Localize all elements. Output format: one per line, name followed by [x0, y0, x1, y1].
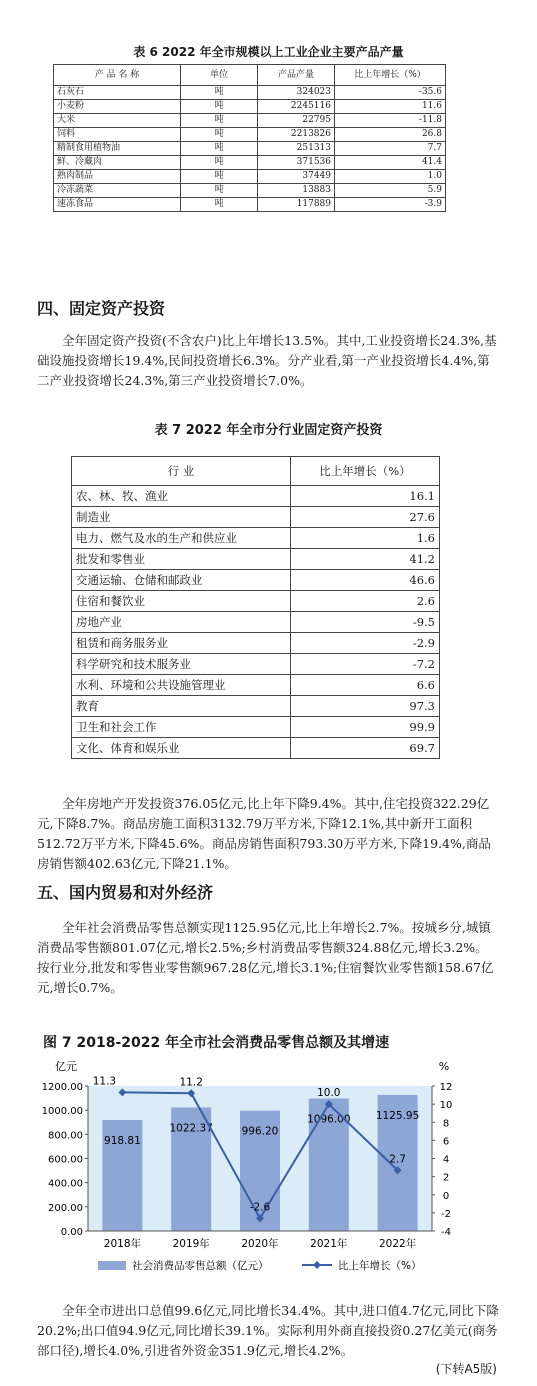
table-cell: 冷冻蔬菜 [54, 184, 181, 198]
table-row [54, 114, 446, 128]
table-header-row [72, 457, 440, 486]
continued-note: (下转A5版) [435, 1362, 497, 1376]
table-cell: -7.2 [291, 654, 440, 675]
table-cell: 37449 [258, 170, 335, 184]
table-cell: 6.6 [291, 675, 440, 696]
table-cell: 批发和零售业 [72, 549, 291, 570]
table-cell: 科学研究和技术服务业 [72, 654, 291, 675]
table-cell: 农、林、牧、渔业 [72, 486, 291, 507]
table-row [72, 654, 440, 675]
retail-paragraph: 全年社会消费品零售总额实现1125.95亿元,比上年增长2.7%。按城乡分,城镇消费品零售额801.07亿元,增长2.5%;乡村消费品零售额324.88亿元,增长3.2%。按行业分,批发和零售业零售额967.28亿元,增长3.1%;住宿餐饮业零售额158.67亿元,增长0.7%。 [37, 920, 494, 995]
table-cell: -35.6 [335, 86, 446, 100]
table-cell: 速冻食品 [54, 198, 181, 212]
column-header: 比上年增长（%） [291, 457, 440, 486]
legend-line-label: 比上年增长（%） [338, 1260, 422, 1272]
left-tick-label: 1200.00 [41, 1082, 83, 1093]
table-cell: 16.1 [291, 486, 440, 507]
table-cell: 文化、体育和娱乐业 [72, 738, 291, 759]
table-cell: 吨 [181, 128, 258, 142]
left-tick-label: 200.00 [48, 1202, 83, 1214]
table-cell: 大米 [54, 114, 181, 128]
table-row [72, 570, 440, 591]
table-row [54, 156, 446, 170]
figure7-chart [30, 1056, 470, 1281]
x-tick-label: 2018年 [103, 1238, 142, 1250]
table-cell: 11.6 [335, 100, 446, 114]
line-data-label: 2.7 [389, 1153, 406, 1166]
table-row [72, 528, 440, 549]
legend-line-marker [313, 1261, 321, 1269]
table-row [54, 86, 446, 100]
table-row [72, 549, 440, 570]
column-header: 行 业 [72, 457, 291, 486]
table-cell: 1.6 [291, 528, 440, 549]
table-row [72, 675, 440, 696]
x-tick-label: 2022年 [378, 1238, 417, 1250]
left-tick-label: 1000.00 [41, 1106, 83, 1118]
table-cell: 吨 [181, 156, 258, 170]
table-cell: 小麦粉 [54, 100, 181, 114]
section4-heading: 四、固定资产投资 [37, 299, 166, 318]
column-header: 单位 [181, 65, 258, 86]
table-cell: 13883 [258, 184, 335, 198]
table-row [54, 170, 446, 184]
table-cell: -2.9 [291, 633, 440, 654]
table6 [53, 64, 446, 212]
table-cell: 吨 [181, 86, 258, 100]
x-tick-label: 2021年 [310, 1238, 348, 1250]
table-row [54, 198, 446, 212]
table-cell: -11.8 [335, 114, 446, 128]
right-tick-label: -4 [441, 1227, 451, 1238]
table-cell: 27.6 [291, 507, 440, 528]
table-cell: 97.3 [291, 696, 440, 717]
table-cell: 99.9 [291, 717, 440, 738]
table-cell: 吨 [181, 114, 258, 128]
table-cell: 吨 [181, 198, 258, 212]
table-row [54, 128, 446, 142]
table-cell: 石灰石 [54, 86, 181, 100]
line-data-label: 11.3 [92, 1075, 117, 1088]
table-cell: 电力、燃气及水的生产和供应业 [72, 528, 291, 549]
table-cell: 1.0 [335, 170, 446, 184]
column-header: 比上年增长（%） [335, 65, 446, 86]
left-tick-label: 400.00 [48, 1178, 83, 1190]
table-cell: 制造业 [72, 507, 291, 528]
table-cell: -3.9 [335, 198, 446, 212]
bar-data-label: 918.81 [104, 1134, 141, 1147]
table-cell: 交通运输、仓储和邮政业 [72, 570, 291, 591]
section5-heading: 五、国内贸易和对外经济 [37, 883, 214, 902]
line-data-label: 11.2 [179, 1076, 203, 1089]
table-cell: 卫生和社会工作 [72, 717, 291, 738]
right-tick-label: 10 [439, 1100, 453, 1112]
left-tick-label: 0.00 [60, 1227, 83, 1238]
trade-paragraph: 全年全市进出口总值99.6亿元,同比增长34.4%。其中,进口值4.7亿元,同比下降20.2%;出口值94.9亿元,同比增长39.1%。实际利用外商直接投资0.27亿美元(商务部口径),增长4.0%,引进省外资金351.9亿元,增长4.2%。 [37, 1303, 499, 1358]
table-cell: 46.6 [291, 570, 440, 591]
right-tick-label: 12 [439, 1082, 453, 1093]
table-cell: 房地产业 [72, 612, 291, 633]
right-axis-unit: % [438, 1060, 450, 1073]
right-tick-label: 4 [442, 1154, 450, 1166]
table-row [54, 184, 446, 198]
figure7-title: 图 7 2018-2022 年全市社会消费品零售总额及其增速 [43, 1035, 390, 1051]
table-cell: 吨 [181, 184, 258, 198]
table-cell: 5.9 [335, 184, 446, 198]
bar-data-label: 996.20 [241, 1125, 279, 1138]
table-row [72, 591, 440, 612]
table-cell: 吨 [181, 170, 258, 184]
table-row [72, 696, 440, 717]
x-tick-label: 2019年 [172, 1238, 210, 1250]
table-cell: 324023 [258, 86, 335, 100]
table-header-row [54, 65, 446, 86]
table-row [72, 633, 440, 654]
bar-data-label: 1022.37 [169, 1122, 213, 1135]
table-cell: 吨 [181, 142, 258, 156]
table-cell: 住宿和餐饮业 [72, 591, 291, 612]
table-cell: 吨 [181, 100, 258, 114]
table-cell: 租赁和商务服务业 [72, 633, 291, 654]
x-tick-label: 2020年 [241, 1238, 279, 1250]
right-tick-label: 2 [442, 1172, 450, 1184]
table-cell: 饲料 [54, 128, 181, 142]
table-cell: 117889 [258, 198, 335, 212]
bar-data-label: 1125.95 [375, 1109, 420, 1122]
section4-paragraph: 全年固定资产投资(不含农户)比上年增长13.5%。其中,工业投资增长24.3%,基础设施投资增长19.4%,民间投资增长6.3%。分产业看,第一产业投资增长4.4%,第二产业投资增长24.3%,第三产业投资增长7.0%。 [37, 333, 497, 388]
table-cell: 371536 [258, 156, 335, 170]
left-tick-label: 800.00 [48, 1130, 83, 1142]
right-tick-label: 0 [442, 1190, 450, 1202]
column-header: 产品产量 [258, 65, 335, 86]
table-cell: 69.7 [291, 738, 440, 759]
legend-bar-swatch [98, 1261, 126, 1270]
table-cell: 7.7 [335, 142, 446, 156]
table-cell: 水利、环境和公共设施管理业 [72, 675, 291, 696]
line-data-label: 10.0 [317, 1087, 341, 1100]
table-row [72, 738, 440, 759]
table-cell: 2213826 [258, 128, 335, 142]
table-cell: 41.2 [291, 549, 440, 570]
table-cell: 26.8 [335, 128, 446, 142]
table-cell: 精制食用植物油 [54, 142, 181, 156]
table-cell: -9.5 [291, 612, 440, 633]
table-row [72, 612, 440, 633]
table-row [72, 507, 440, 528]
right-tick-label: 6 [442, 1136, 450, 1148]
column-header: 产 品 名 称 [54, 65, 181, 86]
table-cell: 251313 [258, 142, 335, 156]
left-axis-unit: 亿元 [55, 1060, 77, 1073]
table7 [71, 456, 440, 759]
table-row [72, 486, 440, 507]
table-cell: 熟肉制品 [54, 170, 181, 184]
table-cell: 教育 [72, 696, 291, 717]
bar-data-label: 1096.00 [307, 1113, 351, 1126]
right-tick-label: -2 [441, 1208, 451, 1220]
table-cell: 2245116 [258, 100, 335, 114]
table-row [72, 717, 440, 738]
left-tick-label: 600.00 [48, 1154, 83, 1166]
line-data-label: -2.6 [249, 1201, 271, 1214]
table-cell: 22795 [258, 114, 335, 128]
table6-title: 表 6 2022 年全市规模以上工业企业主要产品产量 [133, 45, 404, 59]
table-cell: 2.6 [291, 591, 440, 612]
table-row [54, 100, 446, 114]
table-row [54, 142, 446, 156]
table-cell: 鲜、冷藏肉 [54, 156, 181, 170]
right-tick-label: 8 [442, 1118, 450, 1130]
legend-bar-label: 社会消费品零售总额（亿元） [132, 1260, 269, 1272]
table-cell: 41.4 [335, 156, 446, 170]
realestate-paragraph: 全年房地产开发投资376.05亿元,比上年下降9.4%。其中,住宅投资322.29亿元,下降8.7%。商品房施工面积3132.79万平方米,下降12.1%,其中新开工面积512.72万平方米,下降45.6%。商品房销售面积793.30万平方米,下降19.4%,商品房销售额402.63亿元,下降21.1%。 [37, 796, 491, 871]
table7-title: 表 7 2022 年全市分行业固定资产投资 [154, 423, 383, 438]
